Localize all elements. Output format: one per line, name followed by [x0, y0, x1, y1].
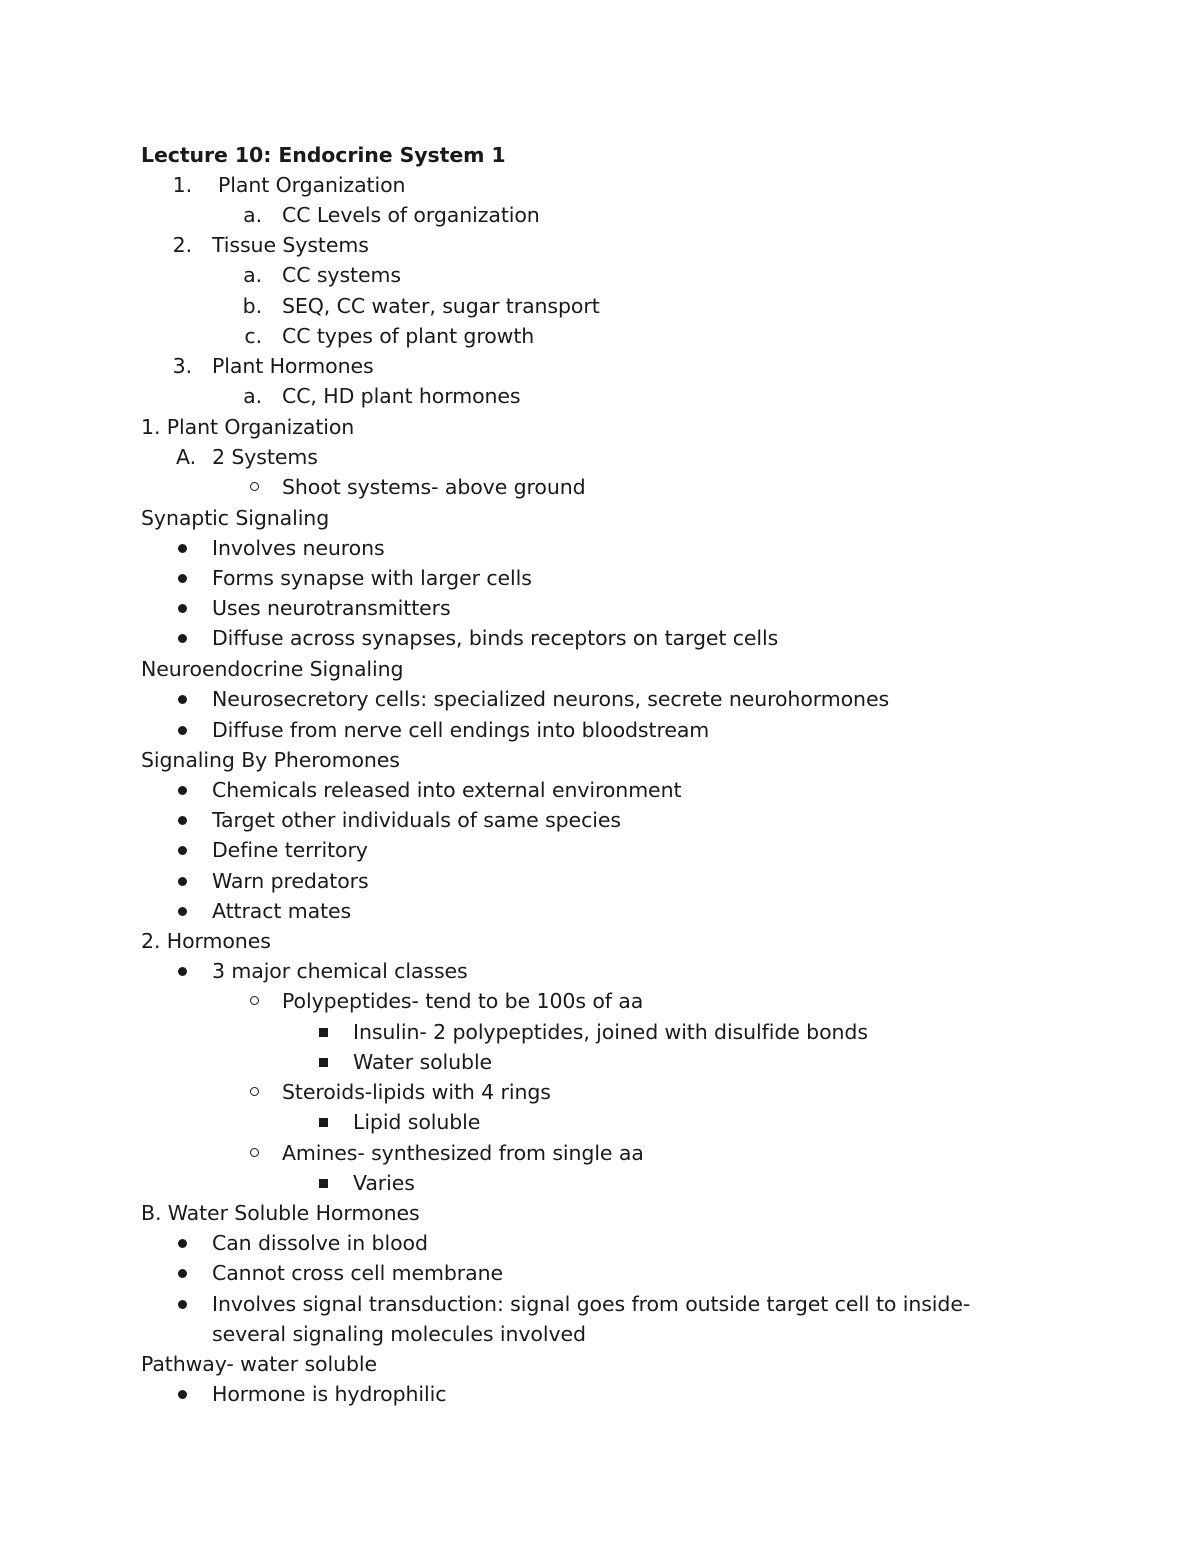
bullet-icon — [178, 634, 187, 643]
square-bullet-icon — [319, 1058, 328, 1067]
bullet-icon — [178, 1239, 187, 1248]
list-item-text: Amines- synthesized from single aa — [282, 1141, 644, 1165]
list-number: 2. — [172, 233, 192, 257]
bullet-icon — [178, 967, 187, 976]
list-item-text: Chemicals released into external environment — [212, 778, 682, 802]
list-letter: A. — [176, 445, 196, 469]
list-number: 3. — [172, 354, 192, 378]
list-item-text: Can dissolve in blood — [212, 1231, 428, 1255]
list-item-text: Hormone is hydrophilic — [212, 1382, 447, 1406]
square-bullet-icon — [319, 1179, 328, 1188]
bullet-icon — [178, 574, 187, 583]
list-letter: b. — [242, 294, 262, 318]
square-bullet-icon — [319, 1118, 328, 1127]
list-item-text: SEQ, CC water, sugar transport — [282, 294, 600, 318]
bullet-icon — [178, 1300, 187, 1309]
bullet-icon — [178, 786, 187, 795]
list-item-text: Target other individuals of same species — [212, 808, 621, 832]
list-number: 1. — [172, 173, 192, 197]
list-letter: a. — [243, 263, 262, 287]
list-item-text: Plant Hormones — [212, 354, 374, 378]
list-item-text: Varies — [353, 1171, 415, 1195]
list-item-text: Plant Organization — [218, 173, 406, 197]
list-item-text: CC systems — [282, 263, 401, 287]
bullet-icon — [178, 544, 187, 553]
list-item-text: 3 major chemical classes — [212, 959, 468, 983]
document-page: Lecture 10: Endocrine System 1 1. Plant Organization a. CC Levels of organization 2. Tissue Systems a. CC systems b. SEQ, CC water, sugar transport c. CC types of plant growth 3. Plant Hormones a. CC, HD plant hormones 1. Plant Organization A. 2 Systems Shoot systems- above ground Synaptic Signaling Involves neurons Forms synapse with larger cells Uses neurotransmitters Diffuse across synapses, binds receptors on target cells Neuroendocrine Signaling Neurosecretory cells: specialized neurons, secrete neurohormones Diffuse from nerve cell endings into bloodstream Signaling By Pheromones Chemicals released into external environment Target other individuals of same species Define territory Warn predators Attract mates 2. Hormones 3 major chemical classes Polypeptides- tend to be 100s of aa Insulin- 2 polypeptides, joined with disulfide bonds Water soluble Steroids-lipids with 4 rings Lipid soluble Amines- synthesized from single aa Varies B. Water Soluble Hormones Can dissolve in blood Cannot cross cell membrane Involves signal transduction: signal goes from outside target cell to inside- several signaling molecules involved Pathway- water soluble Hormone is hydrophilic — [0, 0, 1200, 1553]
hollow-bullet-icon — [250, 1148, 259, 1157]
list-item-text: several signaling molecules involved — [212, 1322, 586, 1346]
bullet-icon — [178, 1269, 187, 1278]
list-item-text: Polypeptides- tend to be 100s of aa — [282, 989, 644, 1013]
list-item-text: Water soluble — [353, 1050, 493, 1074]
list-item-text: Steroids-lipids with 4 rings — [282, 1080, 551, 1104]
list-item-text: Define territory — [212, 838, 368, 862]
list-item-text: Insulin- 2 polypeptides, joined with disulfide bonds — [353, 1020, 868, 1044]
list-item-text: Tissue Systems — [212, 233, 369, 257]
bullet-icon — [178, 877, 187, 886]
bullet-icon — [178, 695, 187, 704]
list-item-text: Shoot systems- above ground — [282, 475, 586, 499]
list-item-text: CC, HD plant hormones — [282, 384, 521, 408]
list-item-text: Neurosecretory cells: specialized neurons, secrete neurohormones — [212, 687, 890, 711]
list-item-text: 2 Systems — [212, 445, 318, 469]
bullet-icon — [178, 1390, 187, 1399]
list-item-text: Cannot cross cell membrane — [212, 1261, 503, 1285]
bullet-icon — [178, 816, 187, 825]
bullet-icon — [178, 726, 187, 735]
bullet-icon — [178, 604, 187, 613]
hollow-bullet-icon — [250, 1087, 259, 1096]
bullet-icon — [178, 907, 187, 916]
list-item-text: Warn predators — [212, 869, 369, 893]
square-bullet-icon — [319, 1028, 328, 1037]
list-item-text: Attract mates — [212, 899, 352, 923]
list-item-text: Uses neurotransmitters — [212, 596, 451, 620]
list-item-text: Involves signal transduction: signal goes from outside target cell to inside- — [212, 1292, 971, 1316]
list-item-text: Forms synapse with larger cells — [212, 566, 532, 590]
hollow-bullet-icon — [250, 482, 259, 491]
list-item-text: Lipid soluble — [353, 1110, 481, 1134]
list-item-text: Diffuse across synapses, binds receptors on target cells — [212, 626, 779, 650]
hollow-bullet-icon — [250, 996, 259, 1005]
bullet-icon — [178, 846, 187, 855]
list-item-text: Diffuse from nerve cell endings into bloodstream — [212, 718, 710, 742]
list-item-text: CC types of plant growth — [282, 324, 535, 348]
list-item-text: Involves neurons — [212, 536, 385, 560]
list-item-text: CC Levels of organization — [282, 203, 540, 227]
list-letter: a. — [243, 384, 262, 408]
list-letter: a. — [243, 203, 262, 227]
list-letter: c. — [244, 324, 262, 348]
